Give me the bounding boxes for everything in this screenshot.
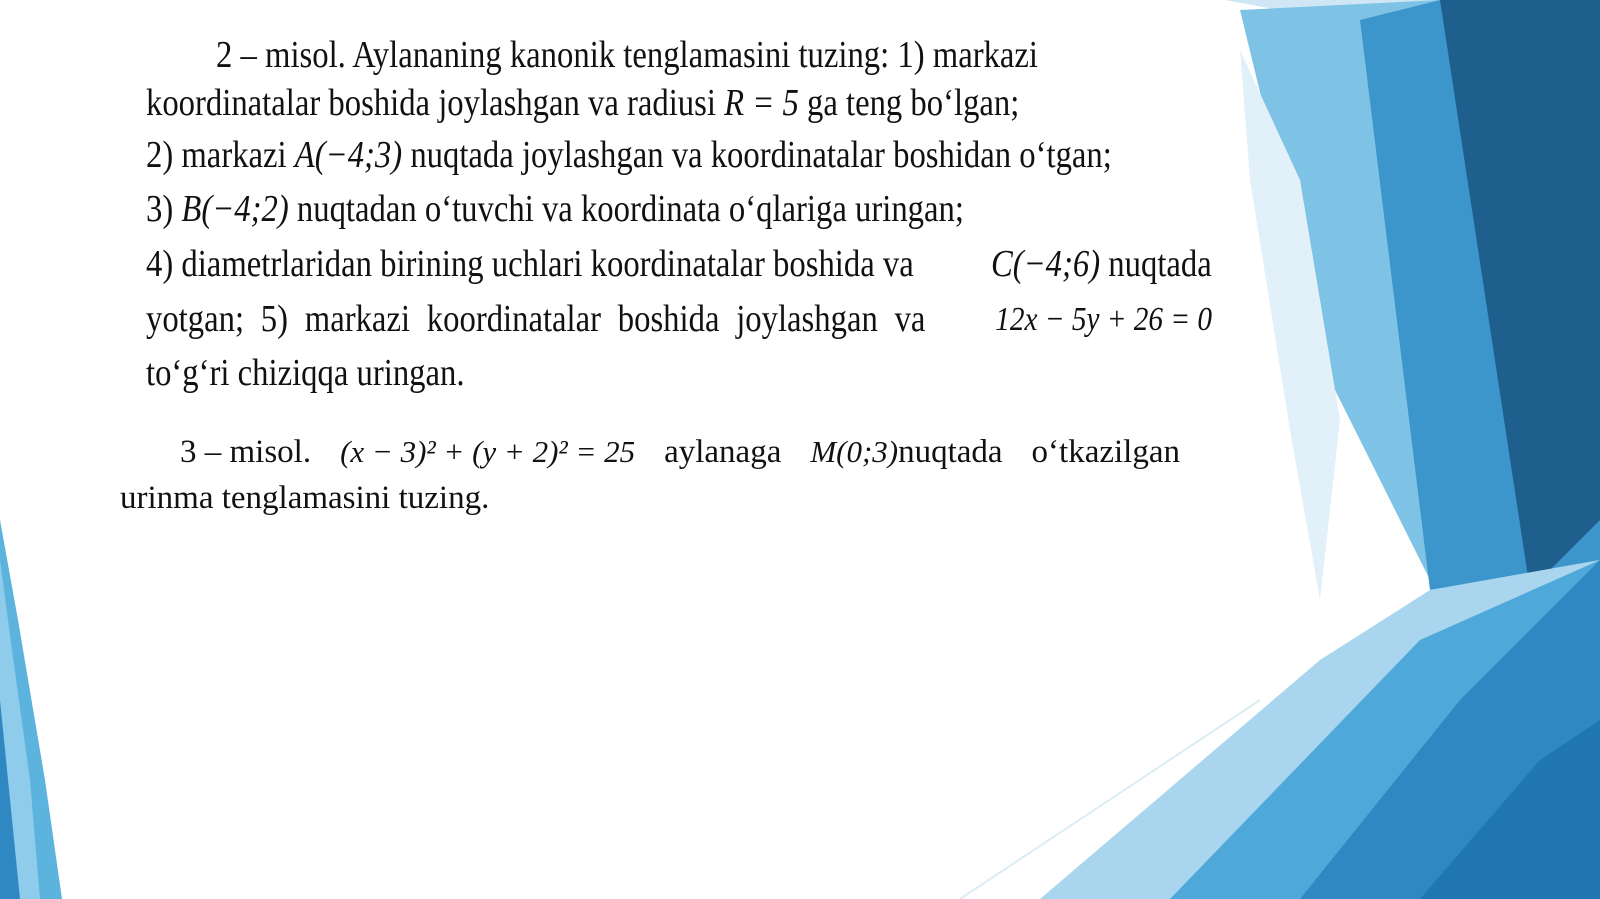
- example2-line-4-text-a: 3): [146, 188, 182, 230]
- example2-line-1: 2 – misol. Aylananing kanonik tenglamasini tuzing: 1) markazi: [216, 34, 1039, 76]
- example2-line-3: [146, 136, 1112, 174]
- example2-line-2: [146, 84, 1019, 122]
- formula-point-a: A(−4;3): [294, 134, 403, 176]
- example3-line-2: urinma tenglamasini tuzing.: [120, 480, 490, 516]
- example2-line-5-text-b: nuqtada: [1100, 243, 1212, 285]
- example3-word-aylanaga: aylanaga: [664, 434, 782, 470]
- formula-point-m: M(0;3): [810, 434, 899, 469]
- example2-line-2-text-b: ga teng bo‘lgan;: [798, 82, 1020, 124]
- example2-line-7: to‘g‘ri chiziqqa uringan.: [146, 352, 465, 394]
- example2-line-6-text-a-inner: yotgan; 5) markazi koordinatalar boshida joylashgan va: [146, 298, 926, 340]
- example2-line-5-text-a-inner: 4) diametrlaridan birining uchlari koordinatalar boshida va: [146, 243, 914, 285]
- formula-circle-equation: (x − 3)² + (y + 2)² = 25: [340, 434, 636, 469]
- example2-line-5-text-a: [146, 243, 914, 285]
- example3-line-1: [180, 436, 1180, 469]
- example2-line-6: [146, 300, 1212, 338]
- formula-point-b: B(−4;2): [181, 188, 289, 230]
- example2-line-5: [146, 245, 1212, 283]
- example2-line-4: [146, 190, 964, 228]
- example3-point-group: [810, 436, 1002, 469]
- formula-point-c: C(−4;6): [991, 243, 1101, 285]
- example2-line-4-text-b: nuqtadan o‘tuvchi va koordinata o‘qlariga uringan;: [288, 188, 964, 230]
- formula-line-equation: 12x − 5y + 26 = 0: [995, 301, 1212, 338]
- example2-line-3-text-b: nuqtada joylashgan va koordinatalar boshidan o‘tgan;: [402, 134, 1112, 176]
- formula-radius: R = 5: [724, 82, 799, 124]
- example3-label: 3 – misol.: [180, 434, 312, 470]
- example2-line-2-text-a: koordinatalar boshida joylashgan va radiusi: [146, 82, 725, 124]
- example2-line-3-text-a: 2) markazi: [146, 134, 295, 176]
- example3-word-otkazilgan: o‘tkazilgan: [1031, 434, 1180, 470]
- example3-word-nuqtada: nuqtada: [898, 434, 1003, 470]
- example2-line-5-text-end: [991, 245, 1212, 283]
- example2-line-6-text-a: [146, 298, 926, 340]
